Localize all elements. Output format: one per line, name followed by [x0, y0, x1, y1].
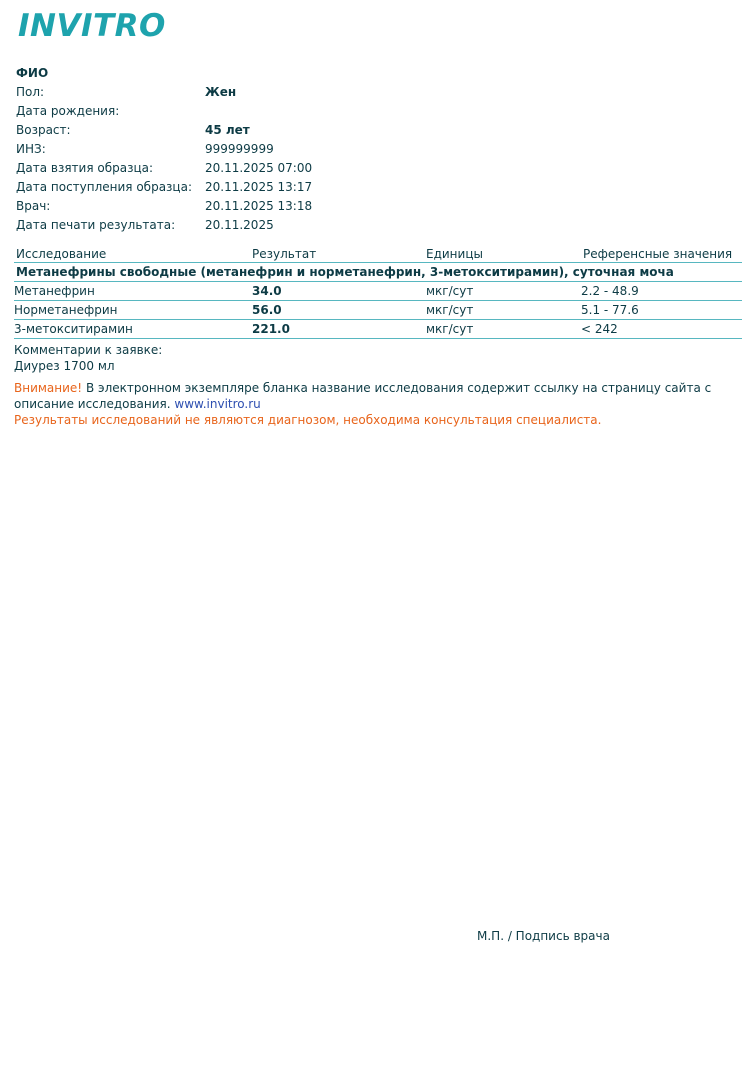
invitro-site-link[interactable]: www.invitro.ru	[174, 397, 261, 411]
field-label: ИНЗ:	[16, 142, 46, 156]
field-value: 45 лет	[205, 123, 250, 137]
table-row	[14, 320, 742, 339]
header-result: Результат	[252, 247, 317, 261]
comments-text: Диурез 1700 мл	[14, 359, 115, 373]
field-label: Дата взятия образца:	[16, 161, 154, 175]
row-reference: < 242	[581, 322, 618, 336]
row-units: мкг/сут	[426, 322, 474, 336]
doctor-signature-label: М.П. / Подпись врача	[477, 929, 610, 943]
row-result: 56.0	[252, 303, 282, 317]
fio-label: ФИО	[16, 66, 49, 80]
field-value: 20.11.2025 13:18	[205, 199, 313, 213]
field-label: Дата поступления образца:	[16, 180, 192, 194]
field-label: Пол:	[16, 85, 45, 99]
row-reference: 5.1 - 77.6	[581, 303, 639, 317]
notice-text: В электронном экземпляре бланка название исследования содержит ссылку на страницу сайта с описание исследования.	[14, 381, 712, 411]
field-label: Врач:	[16, 199, 51, 213]
row-name: Метанефрин	[14, 284, 95, 298]
row-result: 221.0	[252, 322, 290, 336]
row-reference: 2.2 - 48.9	[581, 284, 639, 298]
invitro-logo: INVITRO	[18, 8, 166, 44]
comments-block	[14, 342, 162, 374]
row-name: Норметанефрин	[14, 303, 118, 317]
row-result: 34.0	[252, 284, 282, 298]
row-name: 3-метокситирамин	[14, 322, 133, 336]
table-header	[14, 244, 742, 263]
table-row	[14, 301, 742, 320]
header-reference: Референсные значения	[583, 247, 733, 261]
study-group-link[interactable]: Метанефрины свободные (метанефрин и норметанефрин, 3-метокситирамин), суточная моча	[16, 265, 674, 279]
field-value: Жен	[205, 85, 237, 99]
results-table	[14, 244, 742, 339]
header-study: Исследование	[16, 247, 107, 261]
field-label: Возраст:	[16, 123, 71, 137]
comments-label: Комментарии к заявке:	[14, 343, 163, 357]
table-row	[14, 282, 742, 301]
notice-paragraph	[14, 380, 742, 412]
attention-label: Внимание!	[14, 381, 83, 395]
field-value: 999999999	[205, 142, 274, 156]
field-value: 20.11.2025 13:17	[205, 180, 313, 194]
row-units: мкг/сут	[426, 284, 474, 298]
field-value: 20.11.2025 07:00	[205, 161, 313, 175]
header-units: Единицы	[426, 247, 483, 261]
study-group-title[interactable]	[14, 263, 742, 282]
field-value: 20.11.2025	[205, 218, 274, 232]
field-label: Дата печати результата:	[16, 218, 176, 232]
disclaimer-text: Результаты исследований не являются диагнозом, необходима консультация специалиста.	[14, 413, 602, 427]
row-units: мкг/сут	[426, 303, 474, 317]
notice-block	[14, 380, 742, 428]
field-label: Дата рождения:	[16, 104, 120, 118]
